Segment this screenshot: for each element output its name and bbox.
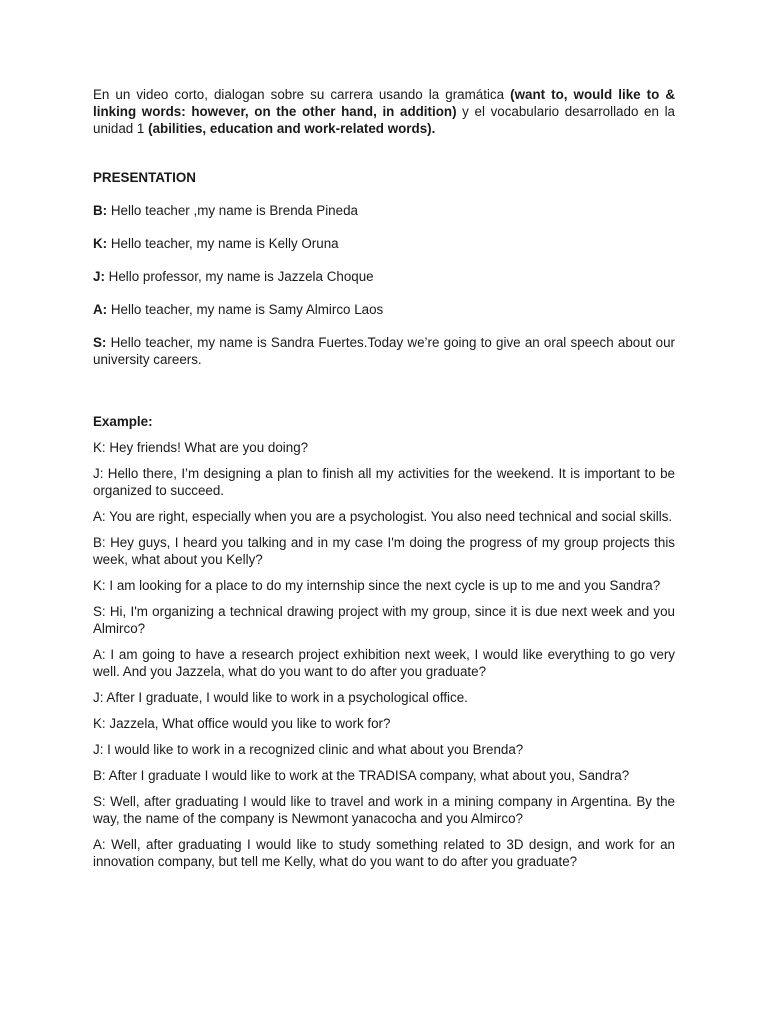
dialogue-line: B: After I graduate I would like to work at the TRADISA company, what about you, Sandra?	[93, 768, 630, 783]
dialogue-line: J: Hello there, I’m designing a plan to finish all my activities for the weekend. It is important to be organized to succeed.	[93, 466, 675, 498]
dialogue-line: J: After I graduate, I would like to work in a psychological office.	[93, 690, 468, 705]
presentation-line	[93, 235, 675, 252]
presentation-text: Hello teacher, my name is Sandra Fuertes.Today we’re going to give an oral speech about our university careers.	[93, 335, 675, 367]
document-body	[93, 86, 675, 879]
intro-bold-grammar: (want to, would like to & linking words: however, on the other hand, in addition)	[93, 87, 675, 119]
dialogue-line: A: Well, after graduating I would like to study something related to 3D design, and work for an innovation company, but tell me Kelly, what do you want to do after you graduate?	[93, 837, 675, 869]
dialogue-line: A: You are right, especially when you are a psychologist. You also need technical and social skills.	[93, 509, 673, 524]
speaker-label: S:	[93, 335, 107, 350]
example-heading: Example:	[93, 414, 153, 429]
presentation-line	[93, 268, 675, 285]
intro-bold-vocabulary: (abilities, education and work-related words).	[148, 121, 436, 136]
presentation-text: Hello professor, my name is Jazzela Choque	[104, 269, 374, 284]
dialogue-line: K: Jazzela, What office would you like to work for?	[93, 716, 391, 731]
speaker-label: B:	[93, 203, 108, 218]
presentation-line	[93, 202, 675, 219]
speaker-label: K:	[93, 236, 108, 251]
speaker-label: J:	[93, 269, 105, 284]
presentation-text: Hello teacher, my name is Kelly Oruna	[107, 236, 339, 251]
dialogue-line: B: Hey guys, I heard you talking and in my case I'm doing the progress of my group projects this week, what about you Kelly?	[93, 535, 675, 567]
dialogue-line: A: I am going to have a research project exhibition next week, I would like everything to go very well. And you Jazzela, what do you want to do after you graduate?	[93, 647, 675, 679]
dialogue-line: S: Hi, I'm organizing a technical drawing project with my group, since it is due next week and you Almirco?	[93, 604, 675, 636]
intro-paragraph	[93, 86, 675, 137]
dialogue-line: K: Hey friends! What are you doing?	[93, 440, 309, 455]
presentation-line	[93, 301, 675, 318]
intro-text-1: En un video corto, dialogan sobre su carrera usando la gramática	[93, 87, 511, 102]
presentation-text: Hello teacher ,my name is Brenda Pineda	[107, 203, 358, 218]
dialogue-line: S: Well, after graduating I would like to travel and work in a mining company in Argentina. By the way, the name of the company is Newmont yanacocha and you Almirco?	[93, 794, 675, 826]
presentation-text: Hello teacher, my name is Samy Almirco Laos	[107, 302, 384, 317]
presentation-line	[93, 334, 675, 368]
intro-text-2: y el vocabulario desarrollado en la unidad 1	[93, 104, 675, 136]
dialogue-line: K: I am looking for a place to do my internship since the next cycle is up to me and you Sandra?	[93, 578, 661, 593]
speaker-label: A:	[93, 302, 108, 317]
dialogue-line: J: I would like to work in a recognized clinic and what about you Brenda?	[93, 742, 524, 757]
presentation-heading: PRESENTATION	[93, 170, 196, 185]
